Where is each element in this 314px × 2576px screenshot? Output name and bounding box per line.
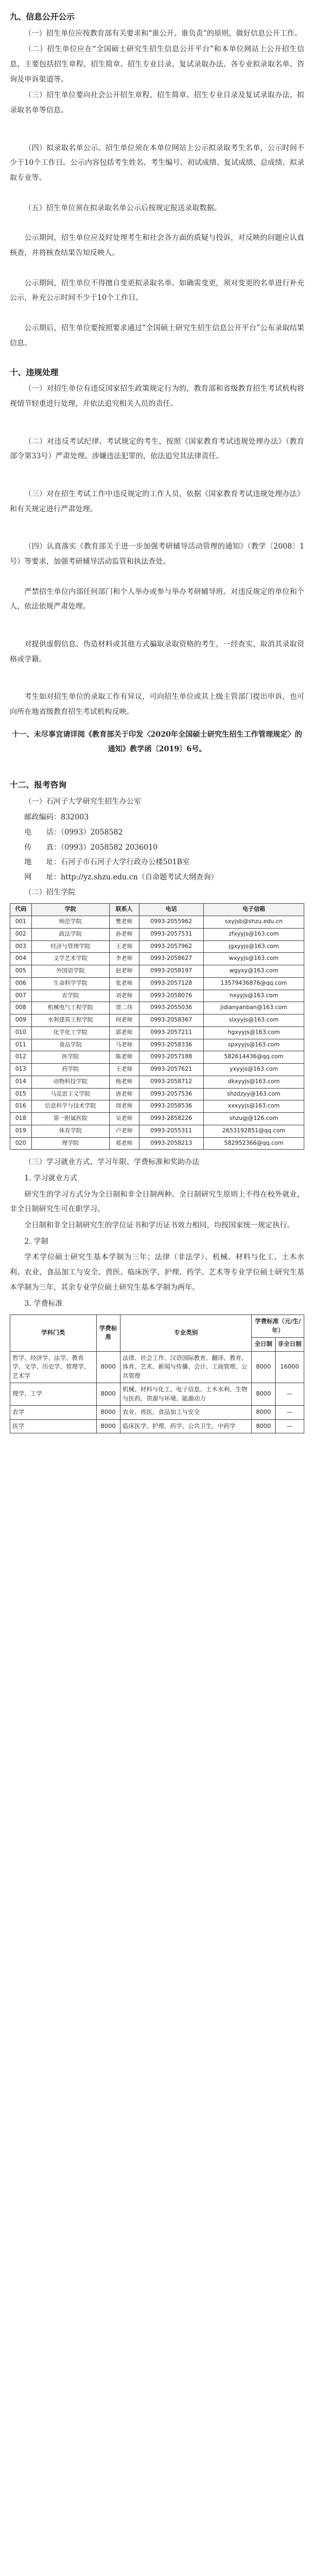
colleges-table-header: 学院 [31, 904, 109, 916]
table-cell[interactable]: 2653192851@qq.com [204, 1125, 304, 1137]
fees-cell: 机械、材料与化工、电子信息、土木水利、生物与医药、资源与环境、能源动力 [120, 1383, 252, 1406]
table-cell[interactable]: sxyjsb@shzu.edu.cn [204, 916, 304, 929]
table-cell: 药学院 [31, 1064, 109, 1076]
section-nine-p2: （二）招生单位应在“全国硕士研究生招生信息公开平台”和本单位网站上公开招生信息，主要包括招生章程、招生简章、招生专业目录、复试录取办法、各专业拟录取名单、咨询及申诉渠道等。 [10, 45, 304, 84]
fees-header-category: 学科门类 [10, 1315, 97, 1352]
table-row [10, 1026, 304, 1039]
table-cell: 0993-2057128 [139, 977, 204, 990]
section-nine-p5: （五）招生单位须在拟录取名单公示后按规定报送录取数据。 [24, 203, 222, 212]
fees-cell: 农学 [10, 1406, 97, 1420]
section-nine-p3: （三）招生单位要向社会公开招生章程、招生简章、招生专业目录及复试录取办法、拟录取名单等信息。 [10, 91, 304, 115]
colleges-table-header: 代码 [10, 904, 32, 916]
table-cell[interactable]: 582952366@qq.com [204, 1137, 304, 1150]
study-title: （三）学习就业方式、学习年限、学费标准和奖助办法 [24, 1158, 199, 1167]
table-cell: 0993-2057188 [139, 1051, 204, 1064]
fees-cell: 8000 [252, 1351, 275, 1383]
table-row [10, 990, 304, 1002]
section-nine-p4: （四）拟录取名单公示。招生单位须在本单位网站上公示拟录取考生名单，公示时间不少于10个工作日。公示内容包括考生姓名、考生编号、初试成绩、复试成绩、总成绩、拟录取专业等。 [10, 143, 304, 183]
tel-value: （0993）2058582 [61, 828, 123, 837]
table-cell[interactable]: spxyyjs@163.com [204, 1039, 304, 1051]
table-cell[interactable]: hgxyyjs@163.com [204, 1026, 304, 1039]
fees-cell: 理学、工学 [10, 1383, 97, 1406]
section-nine-p8: 公示期后，招生单位要按照要求通过“全国硕士研究生招生信息公开平台”公布录取结果信息。 [10, 324, 304, 348]
table-cell: 0993-2058627 [139, 953, 204, 965]
table-row [10, 1002, 304, 1015]
table-row [10, 953, 304, 965]
section-nine-title: 九、信息公开公示 [10, 12, 75, 22]
table-row [10, 1076, 304, 1088]
table-cell: 外国语学院 [31, 965, 109, 978]
table-cell: 0993-2055036 [139, 1002, 204, 1015]
table-cell: 生命科学学院 [31, 977, 109, 990]
fees-row [10, 1406, 304, 1420]
table-cell: 006 [10, 977, 32, 990]
study-mode-p2: 全日制和非全日制研究生的学位证书和学历证书效力相同，均按国家统一规定执行。 [24, 1221, 295, 1230]
table-cell[interactable]: yxyyjs@163.com [204, 1064, 304, 1076]
table-cell: 信息科学与技术学院 [31, 1100, 109, 1113]
table-cell: 刘老师 [109, 990, 139, 1002]
fees-cell: 8000 [96, 1351, 120, 1383]
table-cell: 机械电气工程学院 [31, 1002, 109, 1015]
zip-row [24, 810, 304, 825]
fees-subtitle: 3. 学费标准 [24, 1299, 63, 1308]
address-label: 地 址： [24, 858, 61, 867]
table-cell: 0993-2058712 [139, 1076, 204, 1088]
table-cell: 0993-2858226 [139, 1113, 204, 1125]
table-cell: 吴老师 [109, 1113, 139, 1125]
table-row [10, 1113, 304, 1125]
study-mode-p1: 研究生的学习方式分为全日制和非全日制两种。全日制研究生原则上不得在校外就业，非全日制研究生可在职学习。 [10, 1190, 304, 1214]
table-row [10, 1100, 304, 1113]
table-cell: 孙老师 [109, 928, 139, 940]
study-mode-subtitle: 1. 学习就业方式 [24, 1174, 78, 1183]
table-cell: 王老师 [109, 1064, 139, 1076]
section-nine-p6: 公示期间，招生单位应及时处理考生和社会各方面的质疑与投诉，对反映的问题应认真核查，并将核查结果告知反映人。 [10, 233, 304, 258]
fees-header-fulltime: 全日制 [252, 1338, 275, 1352]
fees-row [10, 1383, 304, 1406]
website-link[interactable]: http://yz.shzu.edu.cn（自命题考试大纲查询） [61, 873, 218, 882]
table-row [10, 1051, 304, 1064]
fees-header-professional-fee: 学费标准（元/生/年） [252, 1315, 304, 1338]
table-cell[interactable]: zfxyyjs@163.com [204, 928, 304, 940]
study-years-subtitle: 2. 学制 [24, 1237, 49, 1246]
table-cell: 马老师 [109, 1039, 139, 1051]
table-cell: 食品学院 [31, 1039, 109, 1051]
table-cell: 019 [10, 1125, 32, 1137]
table-cell: 005 [10, 965, 32, 978]
fees-cell: 16000 [275, 1351, 304, 1383]
table-cell: 015 [10, 1088, 32, 1100]
table-cell: 农学院 [31, 990, 109, 1002]
table-cell: 010 [10, 1026, 32, 1039]
fees-cell: 临床医学、护理、药学、公共卫生、中药学 [120, 1419, 252, 1433]
section-ten-p3: （三）对在招生考试工作中违反规定的工作人员，依据《国家教育考试违规处理办法》和有关规定进行严肃处理。 [10, 489, 304, 513]
table-cell: 何老师 [109, 1015, 139, 1027]
table-cell[interactable]: jgxyyjs@163.com [204, 940, 304, 953]
table-cell: 0993-2057211 [139, 1026, 204, 1039]
table-row [10, 977, 304, 990]
fees-cell: — [275, 1383, 304, 1406]
fees-cell: — [275, 1419, 304, 1433]
study-years-p: 学术学位硕士研究生基本学制为三年；法律（非法学）、机械、材料与化工、土木水利、农业、食品加工与安全、兽医、临床医学、护理、药学、艺术等专业学位硕士研究生基本学制为三年，其余专业学位硕士研究生基本学制为两年。 [10, 1253, 304, 1292]
table-cell: 王老师 [109, 940, 139, 953]
section-ten-p1: （一）对招生单位有违反国家招生政策规定行为的，教育部和省级教育招生考试机构将视情节轻重进行处理，并依法追究相关人员的责任。 [10, 384, 304, 408]
table-cell: 周老师 [109, 1100, 139, 1113]
section-twelve-title: 十二、报考咨询 [10, 780, 67, 790]
table-cell: 李老师 [109, 953, 139, 965]
table-cell: 樊老师 [109, 916, 139, 929]
table-cell: 理学院 [31, 1137, 109, 1150]
table-cell: 郑老师 [109, 1137, 139, 1150]
table-cell[interactable]: shzdzyy@163.com [204, 1088, 304, 1100]
table-cell: 医学院 [31, 1051, 109, 1064]
table-row [10, 1039, 304, 1051]
zip-value: 832003 [61, 813, 89, 822]
website-label: 网 址： [24, 873, 61, 882]
table-cell: 012 [10, 1051, 32, 1064]
table-cell: 0993-2058336 [139, 1039, 204, 1051]
table-row [10, 1015, 304, 1027]
fees-header-parttime: 非全日制 [275, 1338, 304, 1352]
table-cell: 0993-2057531 [139, 928, 204, 940]
table-cell: 0993-2057536 [139, 1088, 204, 1100]
table-cell: 020 [10, 1137, 32, 1150]
table-cell: 0993-2058536 [139, 1100, 204, 1113]
fees-cell: 法律、社会工作、汉语国际教育、翻译、教育、体育、艺术、新闻与传播、会计、工商管理、公共管理 [120, 1351, 252, 1383]
fees-cell: 农业、兽医、食品加工与安全 [120, 1406, 252, 1420]
address-value: 石河子市石河子大学行政办公楼501B室 [61, 858, 190, 867]
table-cell: 007 [10, 990, 32, 1002]
table-cell: 经济与管理学院 [31, 940, 109, 953]
table-cell[interactable]: 13579436876@qq.com [204, 977, 304, 990]
fax-label: 传 真： [24, 843, 61, 852]
table-cell[interactable]: wxyyjs@163.com [204, 953, 304, 965]
table-cell: 008 [10, 1002, 32, 1015]
table-cell: 文学艺术学院 [31, 953, 109, 965]
website-row [24, 870, 304, 885]
table-cell: 张老师 [109, 977, 139, 990]
fees-header-professional-type: 专业类别 [120, 1315, 252, 1352]
fees-cell: 8000 [252, 1406, 275, 1420]
table-cell[interactable]: jidianyanban@163.com [204, 1002, 304, 1015]
table-row [10, 928, 304, 940]
table-cell: 014 [10, 1076, 32, 1088]
section-nine-p1: （一）招生单位应按教育部有关要求和“谁公开、谁负责”的原则，做好信息公开工作。 [24, 29, 302, 38]
table-cell[interactable]: nxyyjs@163.com [204, 990, 304, 1002]
table-cell: 0993-2055962 [139, 916, 204, 929]
table-cell: 郭老师 [109, 1026, 139, 1039]
section-ten-p7: 考生如对招生单位的录取工作有异议，可向招生单位或其上级主管部门提出申诉，也可向所在地省级教育招生考试机构反映。 [10, 692, 304, 716]
table-row [10, 1125, 304, 1137]
address-row [24, 855, 304, 870]
table-cell: 贾二伟 [109, 1002, 139, 1015]
fees-cell: — [275, 1406, 304, 1420]
table-cell: 002 [10, 928, 32, 940]
table-cell: 0993-2058367 [139, 1015, 204, 1027]
table-row [10, 940, 304, 953]
table-cell: 政法学院 [31, 928, 109, 940]
fax-row [24, 840, 304, 856]
table-cell: 杨老师 [109, 1076, 139, 1088]
colleges-table-header: 联系人 [109, 904, 139, 916]
fees-table [10, 1314, 304, 1433]
consult-unit: （一）石河子大学研究生招生办公室 [24, 797, 141, 806]
colleges-table-header: 电话 [139, 904, 204, 916]
colleges-table-title: （二）招生学院 [24, 887, 76, 897]
fees-cell: 医学 [10, 1419, 97, 1433]
table-cell: 唐老师 [109, 1088, 139, 1100]
table-cell: 0993-2057962 [139, 940, 204, 953]
section-nine-p7: 公示期间，招生单位不得擅自变更拟录取名单。如确需变更，须对变更的名单进行补充公示，补充公示时间不少于10个工作日。 [10, 278, 304, 303]
table-cell: 016 [10, 1100, 32, 1113]
table-cell: 水利建筑工程学院 [31, 1015, 109, 1027]
tel-row [24, 825, 304, 840]
fees-cell: 8000 [96, 1406, 120, 1420]
table-row [10, 965, 304, 978]
table-cell[interactable]: 582614436@qq.com [204, 1051, 304, 1064]
section-ten-p6: 对提供虚假信息、伪造材料或其他方式骗取录取资格的考生，一经查实，取消其录取资格或学籍。 [10, 639, 304, 664]
fees-header-academic-fee: 学费标准 [96, 1315, 120, 1352]
table-cell: 第一附属医院 [31, 1113, 109, 1125]
table-cell: 0993-2058197 [139, 965, 204, 978]
section-ten-p2: （二）对违反考试纪律、考试规定的考生，按照《国家教育考试违规处理办法》（教育部令第33号）严肃处理。涉嫌违法犯罪的，依法追究其法律责任。 [10, 437, 304, 461]
section-ten-title: 十、违规处理 [10, 367, 59, 377]
table-row [10, 916, 304, 929]
colleges-table-header: 电子信箱 [204, 904, 304, 916]
fees-cell: 8000 [252, 1383, 275, 1406]
table-cell: 018 [10, 1113, 32, 1125]
table-cell: 0993-2057621 [139, 1064, 204, 1076]
table-cell: 卢老师 [109, 1125, 139, 1137]
table-cell: 陈老师 [109, 1051, 139, 1064]
table-row [10, 1064, 304, 1076]
fax-value: （0993）2058582 2036010 [61, 843, 158, 852]
tel-label: 电 话： [24, 828, 61, 837]
table-cell: 马克思主义学院 [31, 1088, 109, 1100]
table-cell: 师范学院 [31, 916, 109, 929]
table-cell: 0993-2058213 [139, 1137, 204, 1150]
section-eleven-title: 十一、未尽事宜请详阅《教育部关于印发〈2020年全国硕士研究生招生工作管理规定〉的通知》教学函〔2019〕6号。 [11, 730, 303, 754]
fees-cell: 8000 [96, 1419, 120, 1433]
fees-cell: 哲学、经济学、法学、教育学、文学、历史学、管理学、艺术学 [10, 1351, 97, 1383]
table-cell: 003 [10, 940, 32, 953]
fees-cell: 8000 [252, 1419, 275, 1433]
fees-row [10, 1351, 304, 1383]
table-row [10, 1088, 304, 1100]
table-cell[interactable]: slxyyjs@163.com [204, 1015, 304, 1027]
table-cell: 动物科技学院 [31, 1076, 109, 1088]
table-cell: 001 [10, 916, 32, 929]
zip-label: 邮政编码： [24, 813, 61, 822]
table-cell[interactable]: wgyxy@163.com [204, 965, 304, 978]
fees-row [10, 1419, 304, 1433]
table-cell: 009 [10, 1015, 32, 1027]
table-cell: 004 [10, 953, 32, 965]
table-row [10, 1137, 304, 1150]
table-cell[interactable]: xxxyyjs@163.com [204, 1100, 304, 1113]
section-ten-p5: 严禁招生单位内部任何部门和个人举办或参与举办考研辅导班。对违反规定的单位和个人，依法依规严肃处理。 [10, 587, 304, 611]
table-cell[interactable]: dkxyyjs@163.com [204, 1076, 304, 1088]
fees-cell: 8000 [96, 1383, 120, 1406]
table-cell[interactable]: shzugj@126.com [204, 1113, 304, 1125]
section-ten-p4: （四）认真落实《教育部关于进一步加强考研辅导活动管理的通知》（教学〔2008〕1号）等要求，加强考研辅导活动监管和执法查处。 [10, 542, 304, 566]
table-cell: 体育学院 [31, 1125, 109, 1137]
table-cell: 赵老师 [109, 965, 139, 978]
table-cell: 013 [10, 1064, 32, 1076]
colleges-table [10, 903, 304, 1150]
table-cell: 0993-2058076 [139, 990, 204, 1002]
table-cell: 011 [10, 1039, 32, 1051]
table-cell: 化学化工学院 [31, 1026, 109, 1039]
table-cell: 0993-2055311 [139, 1125, 204, 1137]
